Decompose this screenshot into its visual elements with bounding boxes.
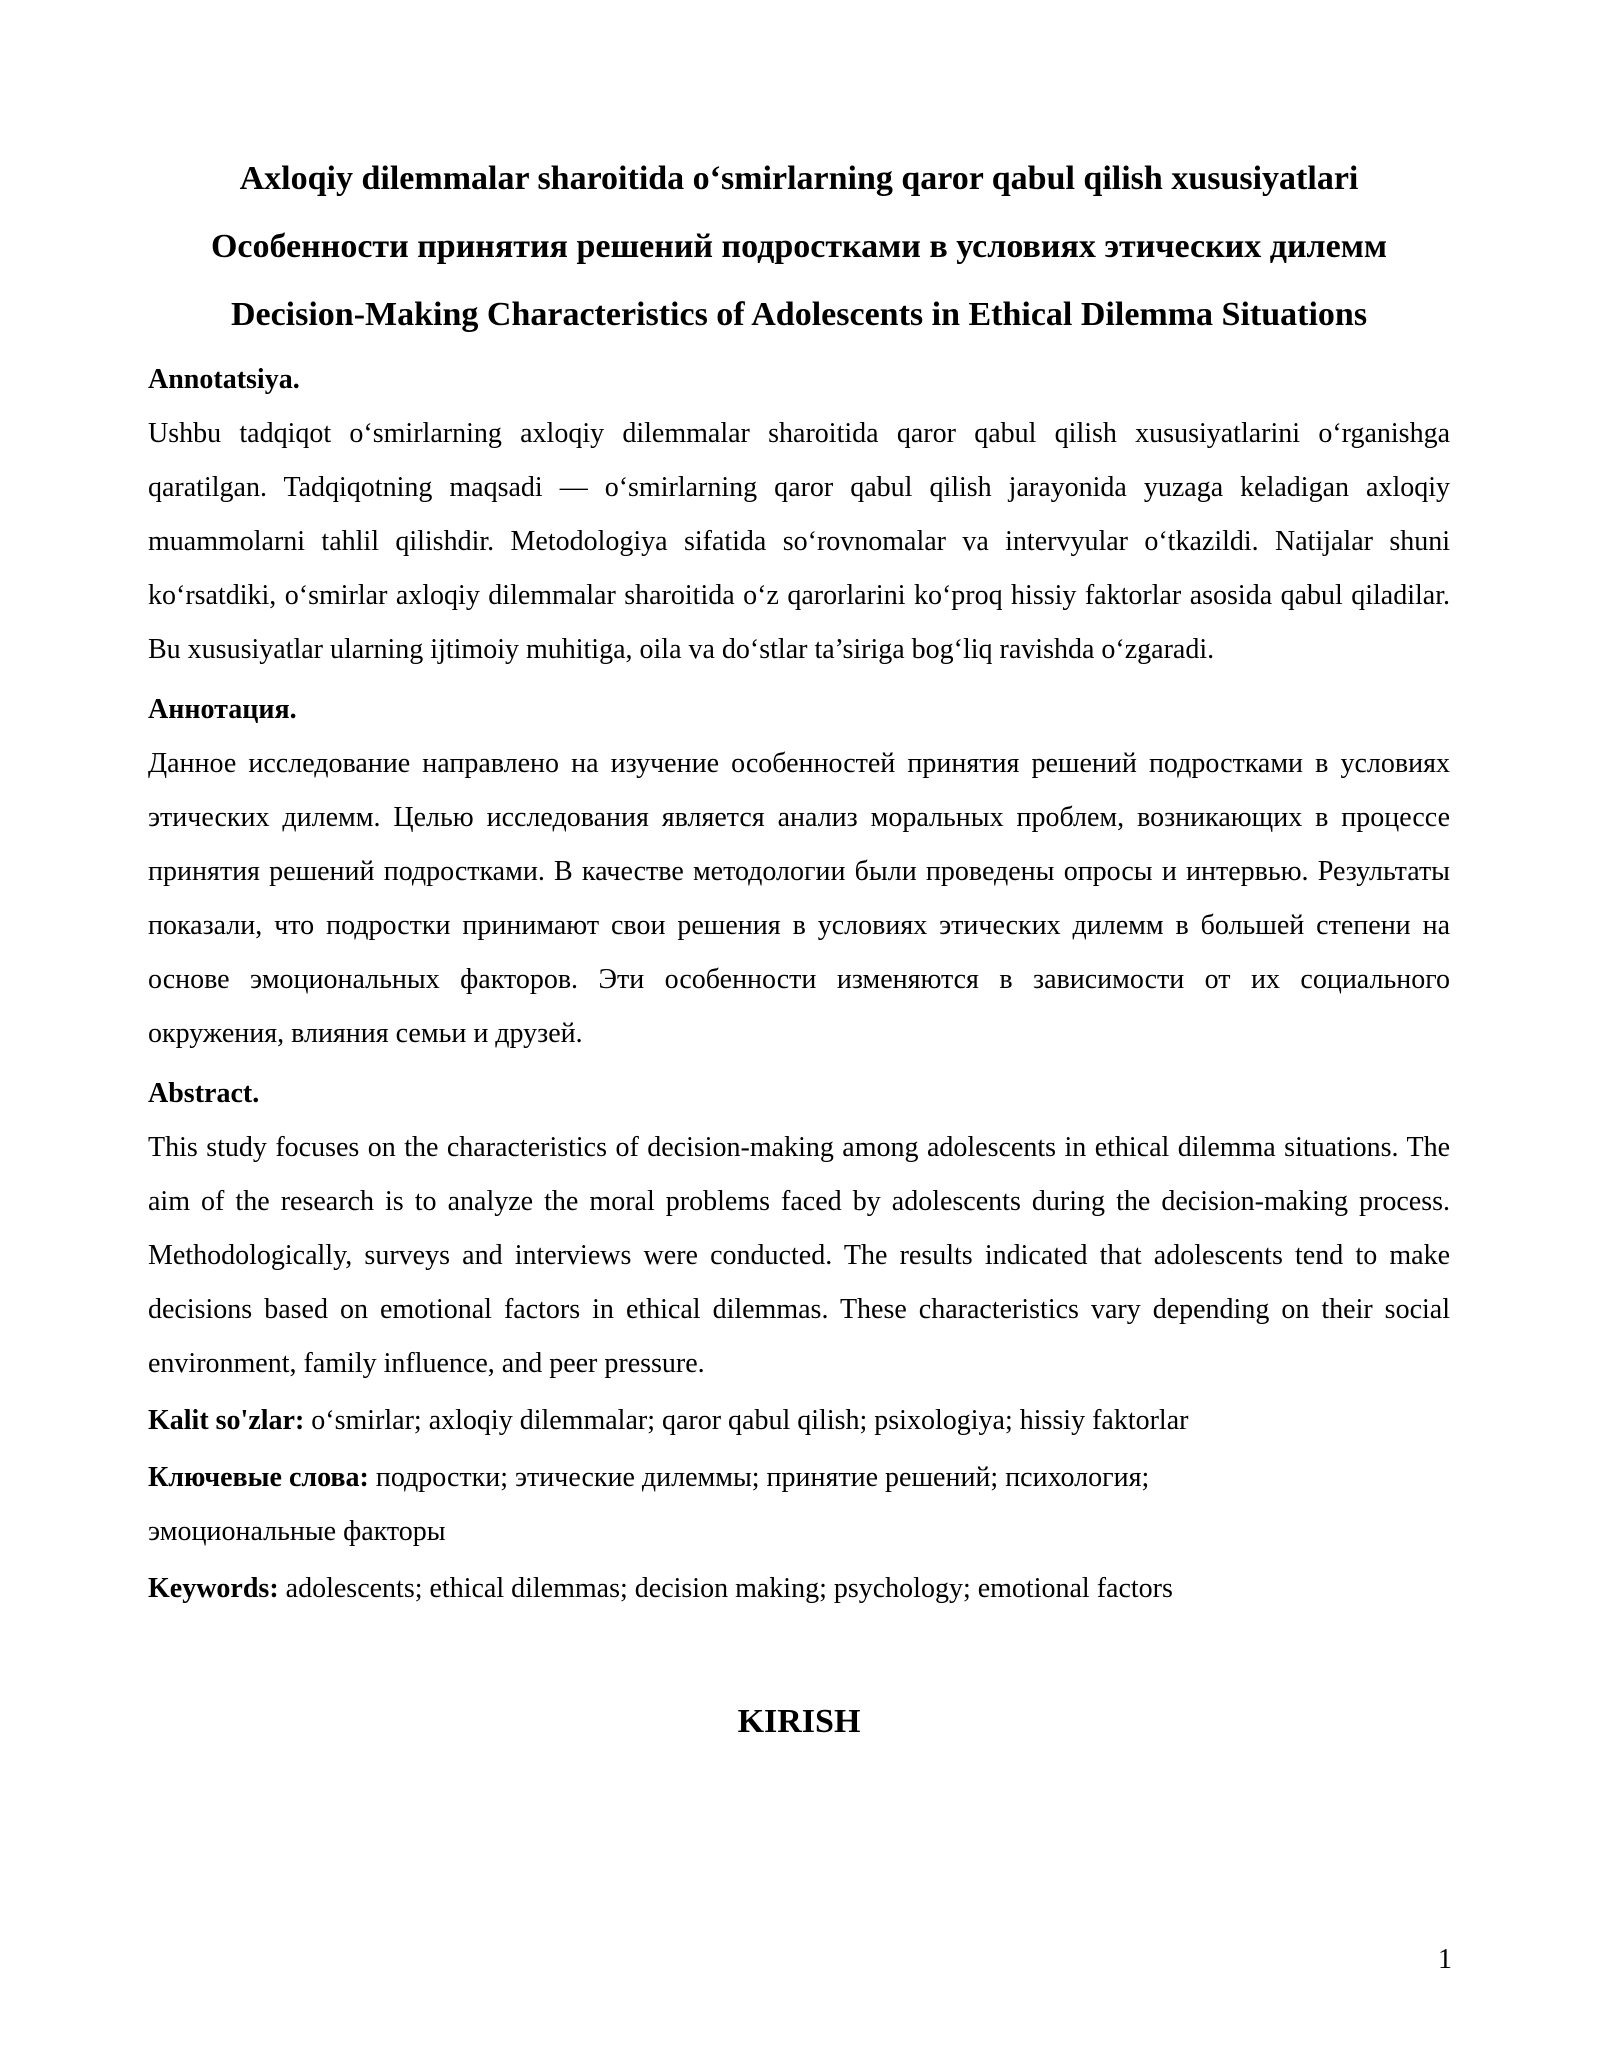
keywords-uz-text: o‘smirlar; axloqiy dilemmalar; qaror qabul qilish; psixologiya; hissiy faktorlar xyxy=(304,1405,1189,1436)
abstract-en-text: This study focuses on the characteristics of decision-making among adolescents in ethical dilemma situations. The aim of the research is to analyze the moral problems faced by adolescents during the decision-making process. Methodologically, surveys and interviews were conducted. The results indicated that adolescents tend to make decisions based on emotional factors in ethical dilemmas. These characteristics vary depending on their social environment, family influence, and peer pressure. xyxy=(148,1132,1450,1379)
keywords-ru-text-line1: подростки; этические дилеммы; принятие решений; психология; xyxy=(368,1462,1150,1493)
keywords-en xyxy=(148,1562,1450,1616)
keywords-ru-continued: эмоциональные факторы xyxy=(148,1516,446,1547)
annotation-ru-label: Аннотация. xyxy=(148,694,297,725)
title-uz: Axloqiy dilemmalar sharoitida o‘smirlarning qaror qabul qilish xususiyatlari xyxy=(239,160,1359,197)
title-ru: Особенности принятия решений подростками в условиях этических дилемм xyxy=(210,228,1388,265)
annotation-uz-label: Annotatsiya. xyxy=(148,364,300,395)
page-number: 1 xyxy=(1438,1944,1452,1975)
keywords-en-label: Keywords: xyxy=(148,1573,279,1604)
keywords-uz xyxy=(148,1394,1450,1448)
section-heading-kirish: KIRISH xyxy=(737,1703,861,1740)
annotation-uz-text: Ushbu tadqiqot o‘smirlarning axloqiy dilemmalar sharoitida qaror qabul qilish xususiyatlarini o‘rganishga qaratilgan. Tadqiqotning maqsadi — o‘smirlarning qaror qabul qilish jarayonida yuzaga keladigan axloqiy muammolarni tahlil qilishdir. Metodologiya sifatida so‘rovnomalar va intervyular o‘tkazildi. Natijalar shuni ko‘rsatdiki, o‘smirlar axloqiy dilemmalar sharoitida o‘z qarorlarini ko‘proq hissiy faktorlar asosida qabul qiladilar. Bu xususiyatlar ularning ijtimoiy muhitiga, oila va do‘stlar ta’siriga bog‘liq ravishda o‘zgaradi. xyxy=(148,418,1450,665)
keywords-uz-label: Kalit so'zlar: xyxy=(148,1405,305,1436)
document-page xyxy=(148,145,1450,1749)
abstract-en-label: Abstract. xyxy=(148,1078,260,1109)
keywords-ru xyxy=(148,1451,1450,1505)
title-en: Decision-Making Characteristics of Adolescents in Ethical Dilemma Situations xyxy=(230,296,1368,333)
keywords-en-text: adolescents; ethical dilemmas; decision making; psychology; emotional factors xyxy=(278,1573,1173,1604)
keywords-ru-label: Ключевые слова: xyxy=(148,1462,369,1493)
annotation-ru-text: Данное исследование направлено на изучение особенностей принятия решений подростками в условиях этических дилемм. Целью исследования является анализ моральных проблем, возникающих в процессе принятия решений подростками. В качестве методологии были проведены опросы и интервью. Результаты показали, что подростки принимают свои решения в условиях этических дилемм в большей степени на основе эмоциональных факторов. Эти особенности изменяются в зависимости от их социального окружения, влияния семьи и друзей. xyxy=(148,748,1450,1049)
